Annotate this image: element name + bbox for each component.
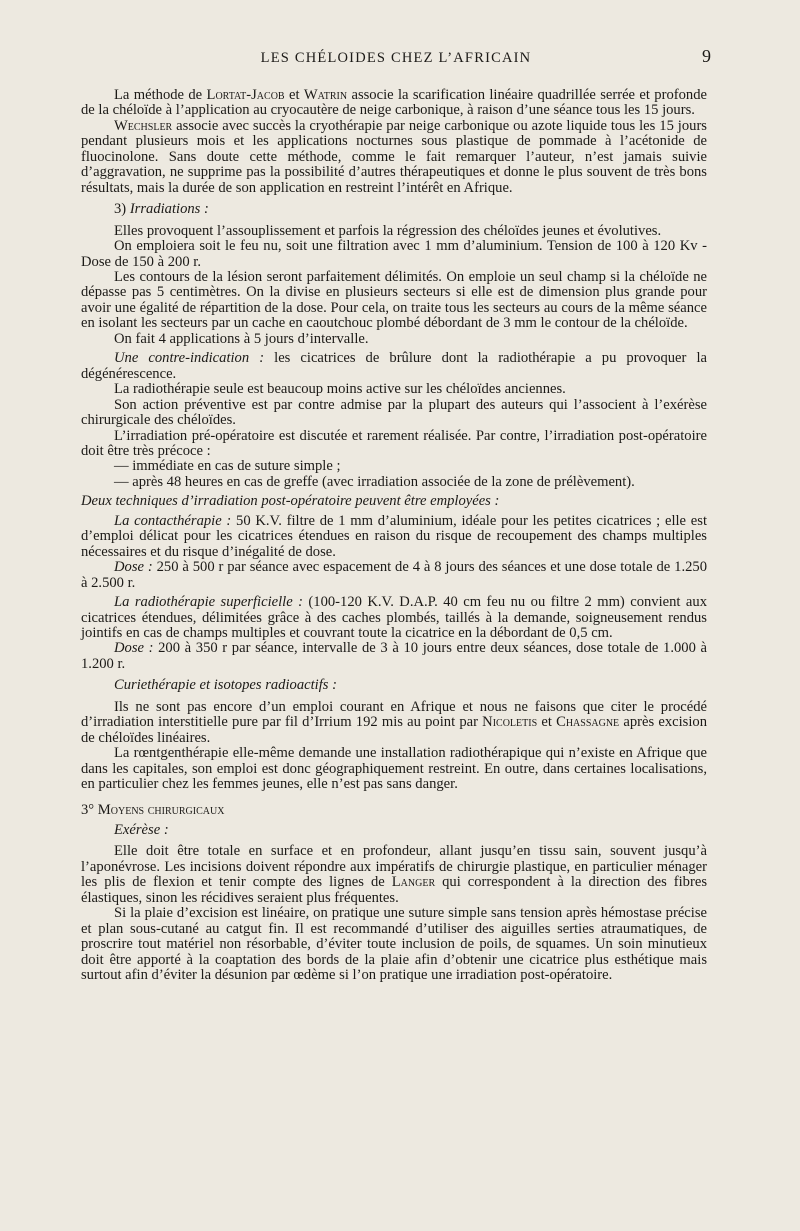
heading-moyens-chirurgicaux: [81, 803, 707, 818]
text: Elle doit être totale en surface et en profondeur, allant jusqu’en tissu sain, souvent jusqu’à l’aponévrose. Les incisions doivent répondre aux impératifs de chirurgie plastique, en particulier ménager les plis de flexion et tenir compte des lignes de: [81, 843, 707, 891]
text: (100-120 K.V. D.A.P. 40 cm feu nu ou filtre 2 mm) convient aux cicatrices étendues, délimitées grâce à des caches plombés, taillés à la demande, soigneusement rendus jointifs en cas de champs multiples et couvrant toute la cicatrice en la débordant de 0,5 cm.: [81, 594, 707, 641]
text: 200 à 350 r par séance, intervalle de 3 à 10 jours entre deux séances, dose totale de 1.000 à 1.200 r.: [81, 640, 707, 672]
author-name: Nicoletis: [482, 714, 538, 731]
text: après excision de chéloïdes linéaires.: [81, 714, 707, 746]
author-name: Lortat-Jacob: [206, 87, 285, 103]
list-item: — immédiate en cas de suture simple ;: [114, 458, 341, 475]
text: Ils ne sont pas encore d’un emploi courant en Afrique et nous ne faisons que citer le procédé d’irradiation interstitielle pure par fil d’Irrium 192 mis au point par: [81, 698, 707, 731]
paragraph-lortat-jacob: [81, 88, 707, 119]
author-name: Watrin: [303, 87, 348, 103]
heading-exerese: Exérèse :: [114, 821, 169, 838]
inline-label: Dose :: [114, 640, 154, 657]
paragraph: Les contours de la lésion seront parfaitement délimités. On emploie un seul champ si la chéloïde ne dépasse pas 5 centimètres. On la divise en plusieurs secteurs si elle est de dimension plus grande pour avoir une égalité de répartition de la dose. Pour cela, on traite tous les secteurs au cours de la même séance en isolant les secteurs par un cache en caoutchouc plombé débordant de 3 mm le contour de la chéloïde.: [81, 268, 707, 332]
inline-label: Une contre-indication :: [114, 350, 265, 367]
author-name: Wechsler: [114, 117, 173, 134]
inline-label: Dose :: [114, 559, 153, 576]
paragraph: On emploiera soit le feu nu, soit une filtration avec 1 mm d’aluminium. Tension de 100 à 120 Kv - Dose de 150 à 200 r.: [81, 238, 707, 270]
text: La méthode de: [114, 87, 207, 103]
body-text: [81, 88, 707, 983]
heading-number: 3): [114, 201, 130, 218]
paragraph-exerese: [81, 844, 707, 906]
inline-label: La contacthérapie :: [114, 512, 232, 529]
text: 50 K.V. filtre de 1 mm d’aluminium, idéale pour les petites cicatrices ; elle est d’emploi délicat pour les cicatrices étendues en raison du risque de recoupement des champs multiples nécessaires et du risque d’inégalité de dose.: [81, 512, 707, 560]
text: et: [284, 87, 304, 103]
author-name: Chassagne: [556, 714, 620, 731]
text: les cicatrices de brûlure dont la radiothérapie a pu provoquer la dégénérescence.: [81, 350, 707, 382]
heading-irradiations: [114, 202, 707, 217]
paragraph-dose: [81, 641, 707, 672]
paragraph-wechsler: [81, 119, 707, 196]
paragraph: L’irradiation pré-opératoire est discutée et rarement réalisée. Par contre, l’irradiation post-opératoire doit être très précoce :: [81, 427, 707, 459]
running-title: LES CHÉLOIDES CHEZ L’AFRICAIN: [260, 50, 532, 66]
paragraph-dose: [81, 560, 707, 591]
text: et: [537, 714, 557, 731]
page-number: 9: [702, 46, 711, 66]
heading-label: Moyens chirurgicaux: [97, 802, 225, 819]
paragraph: Elles provoquent l’assouplissement et parfois la régression des chéloïdes jeunes et évolutives.: [114, 222, 662, 239]
paragraph: Si la plaie d’excision est linéaire, on pratique une suture simple sans tension après hémostase précise et plan sous-cutané au catgut fin. Il est recommandé d’utiliser des aiguilles serties atraumatiques, de proscrire tout matériel non résorbable, d’éviter toute inclusion de poils, de squames. Un soin minutieux doit être apporté à la coaptation des bords de la plaie afin d’obtenir une cicatrice plus esthétique mais surtout afin d’éviter la désunion par œdème si l’on pratique une irradiation post-opératoire.: [81, 905, 707, 984]
paragraph: La radiothérapie seule est beaucoup moins active sur les chéloïdes anciennes.: [114, 381, 566, 398]
paragraph: Son action préventive est par contre admise par la plupart des auteurs qui l’associent à l’exérèse chirurgicale des chéloïdes.: [81, 396, 707, 429]
paragraph-contacttherapie: [81, 514, 707, 560]
text: qui correspondent à la direction des fibres élastiques, sinon les récidives seraient plus fréquentes.: [81, 874, 707, 906]
heading-deux-techniques: Deux techniques d’irradiation post-opératoire peuvent être employées :: [81, 493, 500, 510]
running-head: [81, 48, 711, 70]
paragraph-contre-indication: [81, 351, 707, 382]
text: 250 à 500 r par séance avec espacement de 4 à 8 jours des séances et une dose totale de 1.250 à 2.500 r.: [81, 559, 707, 591]
text: associe la scarification linéaire quadrillée serrée et profonde de la chéloïde à l’application au cryocautère de neige carbonique, à raison d’une séance tous les 15 jours.: [81, 87, 707, 119]
paragraph: La rœntgenthérapie elle-même demande une installation radiothérapique qui n’existe en Afrique que dans les capitales, son emploi est donc géographiquement restreint. En outre, dans certaines localisations, en particulier chez les femmes jeunes, elle n’est pas sans danger.: [81, 745, 707, 793]
heading-curietherapie: Curiethérapie et isotopes radioactifs :: [114, 677, 337, 694]
author-name: Langer: [391, 874, 436, 891]
heading-label: Irradiations :: [129, 201, 209, 218]
heading-number: 3°: [81, 802, 98, 819]
paragraph-radiotherapie-superficielle: [81, 595, 707, 641]
paragraph-isotopes: [81, 700, 707, 746]
text: associe avec succès la cryothérapie par neige carbonique ou azote liquide tous les 15 jours pendant plusieurs mois et les applications nocturnes sous plastique de pommade à l’acétonide de fluocinolone. Sans doute cette méthode, comme le fait remarquer l’auteur, n’est jamais suivie d’aggravation, ne supprime pas la possibilité d’autres thérapeutiques et donne le plus souvent de très bons résultats, mais la durée de son application en restreint l’intérêt en Afrique.: [81, 117, 707, 196]
list-item: — après 48 heures en cas de greffe (avec irradiation associée de la zone de prélèvement).: [114, 473, 635, 490]
paragraph: On fait 4 applications à 5 jours d’intervalle.: [114, 330, 369, 347]
inline-label: La radiothérapie superficielle :: [114, 594, 303, 611]
